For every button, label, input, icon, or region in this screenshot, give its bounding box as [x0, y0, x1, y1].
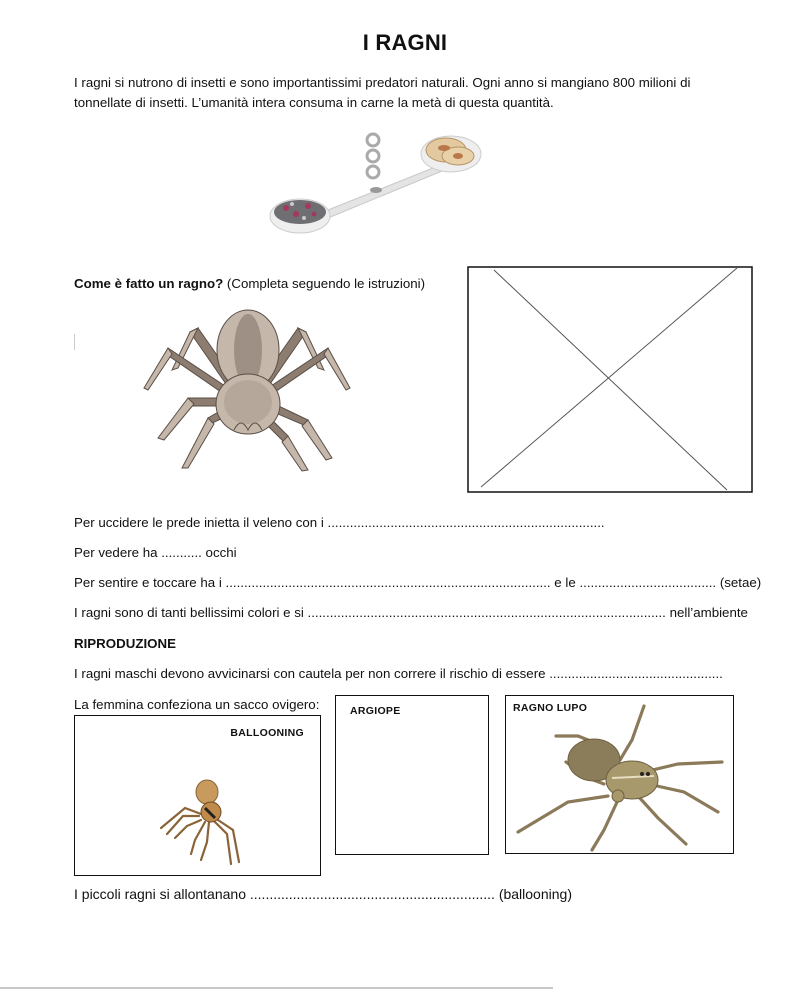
ragno-lupo-box [505, 695, 734, 854]
anatomy-heading-note: (Completa seguendo le istruzioni) [223, 276, 426, 291]
reproduction-males: I ragni maschi devono avvicinarsi con cautela per non correre il rischio di essere ............................................... [74, 666, 723, 681]
anatomy-heading [74, 274, 425, 294]
horizontal-scrollbar[interactable] [0, 987, 553, 989]
reproduction-heading: RIPRODUZIONE [74, 636, 176, 651]
meat-spoon [421, 136, 481, 172]
question-eyes: Per vedere ha ........... occhi [74, 545, 237, 560]
page-title: I RAGNI [362, 30, 448, 55]
final-question-ballooning: I piccoli ragni si allontanano ............................................................... (ballooning) [74, 886, 572, 902]
scale-beam [323, 166, 442, 218]
ballooning-spider-image [155, 778, 245, 873]
image-placeholder-box [467, 266, 753, 493]
question-colors: I ragni sono di tanti bellissimi colori e si ................................................................................................. nell’ambiente [74, 605, 748, 620]
scale-illustration [268, 128, 488, 240]
ballooning-box [74, 715, 321, 876]
ragno-lupo-label: RAGNO LUPO [513, 702, 588, 714]
insects-spoon [270, 199, 330, 233]
link-chain-icon [367, 134, 379, 178]
spider-drawing [138, 308, 354, 473]
cursor-mark [74, 334, 75, 350]
question-venom: Per uccidere le prede inietta il veleno con i ........................................................................... [74, 515, 605, 530]
question-senses: Per sentire e toccare ha i ........................................................................................ e le ..................................... (setae) [74, 575, 762, 590]
argiope-label: ARGIOPE [350, 705, 401, 717]
ballooning-label: BALLOONING [230, 727, 304, 739]
anatomy-heading-bold: Come è fatto un ragno? [74, 276, 224, 291]
reproduction-egg-sac: La femmina confeziona un sacco ovigero: [74, 697, 320, 712]
intro-paragraph: I ragni si nutrono di insetti e sono importantissimi predatori naturali. Ogni anno si mangiano 800 milioni di tonnellate di insetti. L’umanità intera consuma in carne la metà di questa quantità. [74, 75, 691, 110]
wolf-spider-image [508, 700, 730, 852]
argiope-box [335, 695, 489, 855]
